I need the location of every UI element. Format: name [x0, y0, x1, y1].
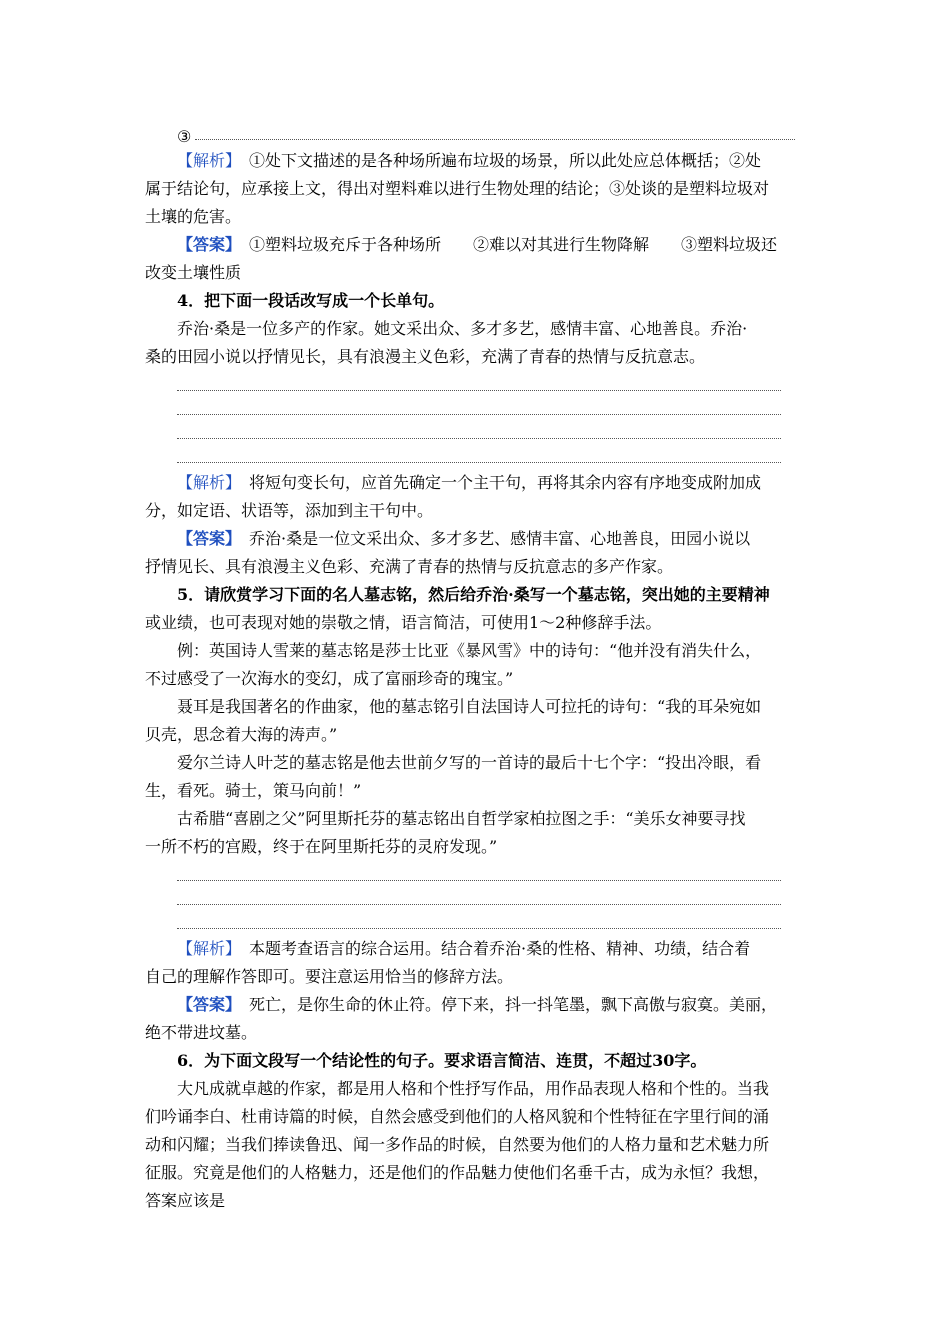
q5-example-line-3: 聂耳是我国著名的作曲家，他的墓志铭引自法国诗人可拉托的诗句：“我的耳朵宛如	[177, 697, 762, 716]
answer-blank-line	[177, 880, 781, 881]
q5-example-line-7: 古希腊“喜剧之父”阿里斯托芬的墓志铭出自哲学家柏拉图之手：“美乐女神要寻找	[177, 809, 746, 828]
q5-title-line-1: 5．请欣赏学习下面的名人墓志铭，然后给乔治·桑写一个墓志铭，突出她的主要精神	[177, 585, 770, 604]
answer-label: 【答案】	[177, 235, 234, 254]
q5-answer-line-1: 【答案】 死亡，是你生命的休止符。停下来，抖一抖笔墨，飘下高傲与寂寞。美丽，	[177, 995, 778, 1014]
q4-analysis-line-2: 分，如定语、状语等，添加到主干句中。	[145, 501, 434, 520]
answer-blank-line	[195, 139, 795, 140]
answer-label: 【答案】	[177, 529, 234, 548]
q4-answer-line-2: 抒情见长、具有浪漫主义色彩、充满了青春的热情与反抗意志的多产作家。	[145, 557, 674, 576]
circled-number-3: ③	[177, 127, 192, 146]
q4-answer-line-1: 【答案】 乔治·桑是一位文采出众、多才多艺、感情丰富、心地善良，田园小说以	[177, 529, 751, 548]
analysis-label: 【解析】	[177, 939, 234, 958]
q5-example-line-4: 贝壳，思念着大海的涛声。”	[145, 725, 338, 744]
q6-text-line-4: 征服。究竟是他们的人格魅力，还是他们的作品魅力使他们名垂千古，成为永恒？我想，	[145, 1163, 770, 1182]
q5-analysis-line-1: 【解析】 本题考查语言的综合运用。结合着乔治·桑的性格、精神、功绩，结合着	[177, 939, 751, 958]
q5-example-line-8: 一所不朽的宫殿，终于在阿里斯托芬的灵府发现。”	[145, 837, 498, 856]
answer-blank-line	[177, 414, 781, 415]
analysis-label: 【解析】	[177, 151, 234, 170]
q5-title-line-2: 或业绩，也可表现对她的崇敬之情，语言简洁，可使用1～2种修辞手法。	[145, 613, 662, 632]
q4-text-line-1: 乔治·桑是一位多产的作家。她文采出众、多才多艺，感情丰富、心地善良。乔治·	[177, 319, 748, 338]
q6-text-line-2: 们吟诵李白、杜甫诗篇的时候，自然会感受到他们的人格风貌和个性特征在字里行间的涌	[145, 1107, 770, 1126]
q6-text-line-5: 答案应该是	[145, 1191, 226, 1210]
q5-example-line-1: 例：英国诗人雪莱的墓志铭是莎士比亚《暴风雪》中的诗句：“他并没有消失什么，	[177, 641, 762, 660]
answer-blank-line	[177, 904, 781, 905]
q3-answer-line-1: 【答案】 ①塑料垃圾充斥于各种场所 ②难以对其进行生物降解 ③塑料垃圾还	[177, 235, 778, 254]
answer-blank-line	[177, 462, 781, 463]
q5-example-line-2: 不过感受了一次海水的变幻，成了富丽珍奇的瑰宝。”	[145, 669, 514, 688]
q3-analysis-line-1: 【解析】 ①处下文描述的是各种场所遍布垃圾的场景，所以此处应总体概括；②处	[177, 151, 762, 170]
answer-line-3	[177, 124, 797, 150]
q5-answer-line-2: 绝不带进坟墓。	[145, 1023, 258, 1042]
q5-analysis-line-2: 自己的理解作答即可。要注意运用恰当的修辞方法。	[145, 967, 514, 986]
q5-example-line-5: 爱尔兰诗人叶芝的墓志铭是他去世前夕写的一首诗的最后十七个字：“投出冷眼，看	[177, 753, 762, 772]
q3-analysis-line-2: 属于结论句，应承接上文，得出对塑料难以进行生物处理的结论；③处谈的是塑料垃圾对	[145, 179, 770, 198]
q4-text-line-2: 桑的田园小说以抒情见长，具有浪漫主义色彩，充满了青春的热情与反抗意志。	[145, 347, 706, 366]
analysis-label: 【解析】	[177, 473, 234, 492]
q6-title: 6．为下面文段写一个结论性的句子。要求语言简洁、连贯，不超过30字。	[177, 1051, 707, 1070]
answer-blank-line	[177, 928, 781, 929]
q4-title: 4．把下面一段话改写成一个长单句。	[177, 291, 445, 310]
answer-label: 【答案】	[177, 995, 234, 1014]
answer-blank-line	[177, 438, 781, 439]
q5-example-line-6: 生，看死。骑士，策马向前！”	[145, 781, 362, 800]
q3-answer-line-2: 改变土壤性质	[145, 263, 242, 282]
q6-text-line-1: 大凡成就卓越的作家，都是用人格和个性抒写作品，用作品表现人格和个性的。当我	[177, 1079, 770, 1098]
q6-text-line-3: 动和闪耀；当我们捧读鲁迅、闻一多作品的时候，自然要为他们的人格力量和艺术魅力所	[145, 1135, 770, 1154]
answer-blank-line	[177, 390, 781, 391]
q4-analysis-line-1: 【解析】 将短句变长句，应首先确定一个主干句，再将其余内容有序地变成附加成	[177, 473, 762, 492]
q3-analysis-line-3: 土壤的危害。	[145, 207, 242, 226]
